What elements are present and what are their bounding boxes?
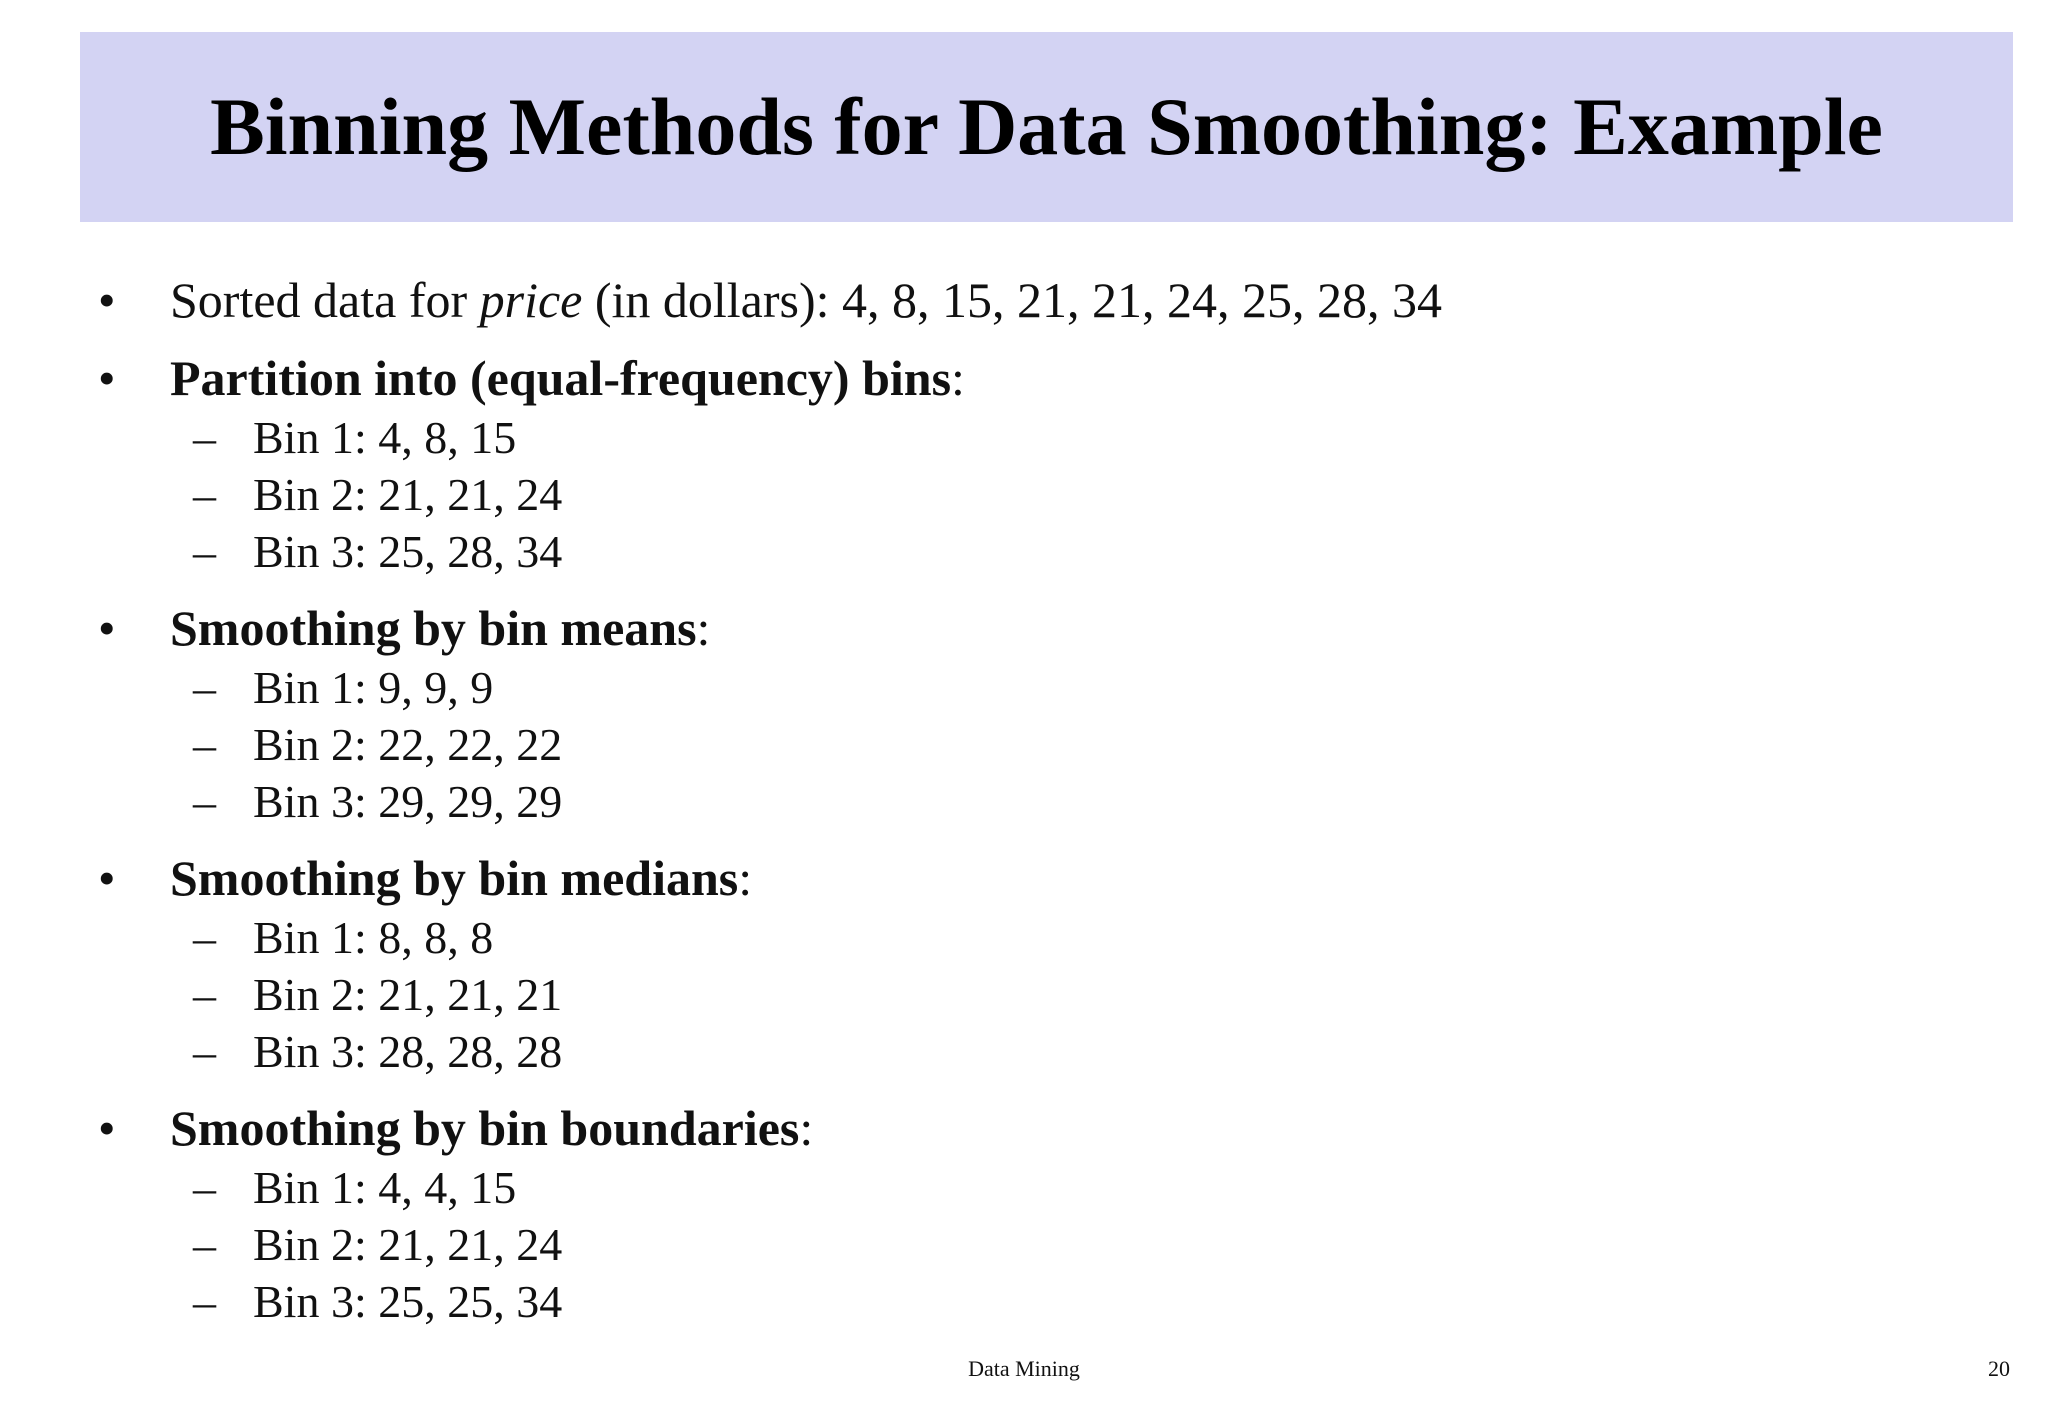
section-heading: Smoothing by bin means <box>170 600 697 656</box>
dash-mark: – <box>193 526 216 577</box>
bullet-text <box>170 1100 814 1156</box>
bullet-text <box>170 850 753 906</box>
sorted-prefix: Sorted data for <box>170 272 480 328</box>
dash-mark: – <box>193 1026 216 1077</box>
sub-item-text: Bin 3: 28, 28, 28 <box>253 1026 563 1077</box>
dash-mark: – <box>193 1219 216 1270</box>
slide-title: Binning Methods for Data Smoothing: Example <box>210 81 1883 172</box>
sub-item-text: Bin 3: 29, 29, 29 <box>253 776 563 827</box>
sub-item-text: Bin 3: 25, 28, 34 <box>253 526 563 577</box>
bullet-text <box>170 600 711 656</box>
heading-colon: : <box>951 350 965 406</box>
section-heading: Partition into (equal-frequency) bins <box>170 350 952 406</box>
heading-colon: : <box>799 1100 814 1156</box>
sub-item-text: Bin 3: 25, 25, 34 <box>253 1276 563 1327</box>
dash-mark: – <box>193 412 216 463</box>
bullet-mark: • <box>98 1100 116 1156</box>
heading-colon: : <box>696 600 711 656</box>
footer-course-name: Data Mining <box>968 1356 1080 1381</box>
bullet-text <box>170 350 965 406</box>
dash-mark: – <box>193 469 216 520</box>
sub-item-text: Bin 1: 9, 9, 9 <box>253 662 494 713</box>
sorted-emph: price <box>479 272 583 328</box>
sub-item-text: Bin 1: 4, 4, 15 <box>253 1162 517 1213</box>
sub-item-text: Bin 2: 22, 22, 22 <box>253 719 563 770</box>
dash-mark: – <box>193 776 216 827</box>
heading-colon: : <box>738 850 753 906</box>
bullet-mark: • <box>98 272 116 328</box>
dash-mark: – <box>193 912 216 963</box>
section-heading: Smoothing by bin boundaries <box>170 1100 800 1156</box>
bullet-mark: • <box>98 350 116 406</box>
dash-mark: – <box>193 719 216 770</box>
sub-item-text: Bin 2: 21, 21, 21 <box>253 969 563 1020</box>
dash-mark: – <box>193 1276 216 1327</box>
bullet-mark: • <box>98 850 116 906</box>
sub-item-text: Bin 1: 8, 8, 8 <box>253 912 494 963</box>
dash-mark: – <box>193 969 216 1020</box>
bullet-mark: • <box>98 600 116 656</box>
footer-page-number: 20 <box>1988 1356 2010 1381</box>
sub-item-text: Bin 2: 21, 21, 24 <box>253 469 563 520</box>
sorted-values: (in dollars): 4, 8, 15, 21, 21, 24, 25, 28, 34 <box>582 272 1443 328</box>
bullet-text <box>170 272 1443 328</box>
sub-item-text: Bin 2: 21, 21, 24 <box>253 1219 563 1270</box>
dash-mark: – <box>193 1162 216 1213</box>
section-heading: Smoothing by bin medians <box>170 850 739 906</box>
sub-item-text: Bin 1: 4, 8, 15 <box>253 412 517 463</box>
dash-mark: – <box>193 662 216 713</box>
